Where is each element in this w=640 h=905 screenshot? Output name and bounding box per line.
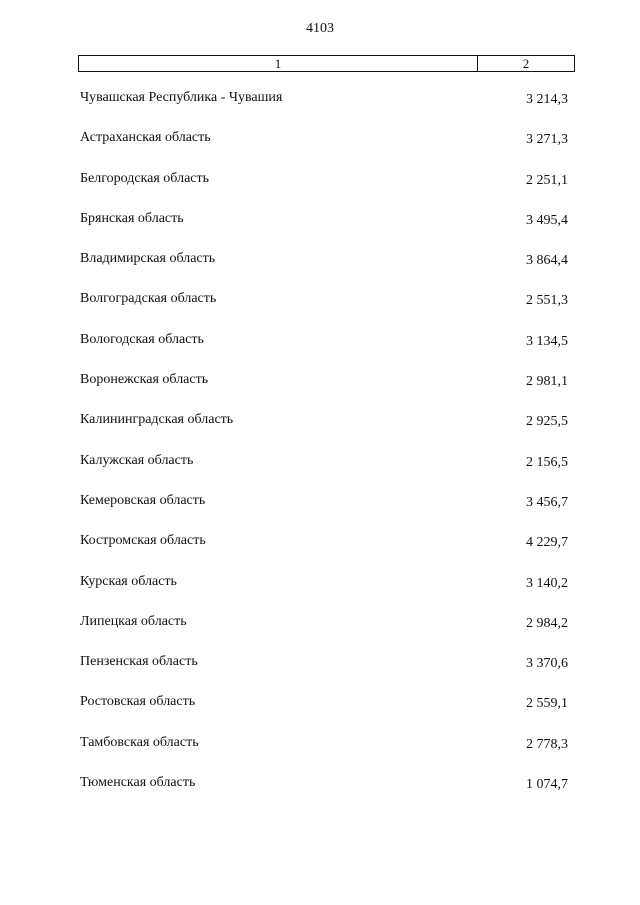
region-name: Чувашская Республика - Чувашия [80,90,283,105]
table-row [0,453,640,493]
region-name: Калининградская область [80,412,234,428]
table-row [0,735,640,775]
region-value: 3 271,3 [526,132,568,148]
table-row [0,493,640,533]
region-name: Белгородская область [80,170,210,186]
region-value: 2 981,1 [526,374,568,390]
region-name: Пензенская область [80,654,198,670]
table-body [0,90,640,815]
region-name: Калужская область [80,452,194,468]
table-row [0,574,640,614]
table-row [0,171,640,211]
region-value: 1 074,7 [526,777,568,793]
page-number: 4103 [306,21,334,36]
region-name: Костромская область [80,533,206,549]
table-row [0,694,640,734]
region-name: Кемеровская область [80,492,206,508]
table-row [0,775,640,815]
table-row [0,654,640,694]
table-row [0,291,640,331]
column-header-1: 1 [79,56,478,71]
region-value: 2 778,3 [526,736,568,752]
region-name: Астраханская область [80,130,211,146]
column-header-2: 2 [522,56,530,71]
region-value: 4 229,7 [526,535,568,551]
region-value: 3 495,4 [526,212,568,228]
table-row [0,614,640,654]
region-value: 3 140,2 [526,575,568,591]
region-name: Ростовская область [80,694,196,710]
table-row [0,90,640,130]
region-value: 3 456,7 [526,494,568,510]
region-name: Тамбовская область [80,734,199,750]
table-row [0,533,640,573]
table-row [0,332,640,372]
region-name: Воронежская область [80,372,209,388]
region-name: Курская область [80,573,177,589]
region-value: 2 925,5 [526,414,568,430]
table-header [78,55,575,72]
table-row [0,251,640,291]
region-name: Волгоградская область [80,291,217,307]
region-value: 2 559,1 [526,696,568,712]
region-value: 3 134,5 [526,333,568,349]
table-row [0,412,640,452]
region-value: 3 370,6 [526,656,568,672]
table-row [0,130,640,170]
region-value: 3 864,4 [526,253,568,269]
region-value: 2 251,1 [526,172,568,188]
region-value: 2 156,5 [526,454,568,470]
table-row [0,211,640,251]
region-value: 3 214,3 [526,92,568,107]
region-name: Брянская область [80,210,184,226]
table-row [0,372,640,412]
region-name: Липецкая область [80,613,187,629]
region-name: Тюменская область [80,775,196,791]
region-name: Владимирская область [80,251,216,267]
region-name: Вологодская область [80,331,204,347]
region-value: 2 984,2 [526,615,568,631]
region-value: 2 551,3 [526,293,568,309]
